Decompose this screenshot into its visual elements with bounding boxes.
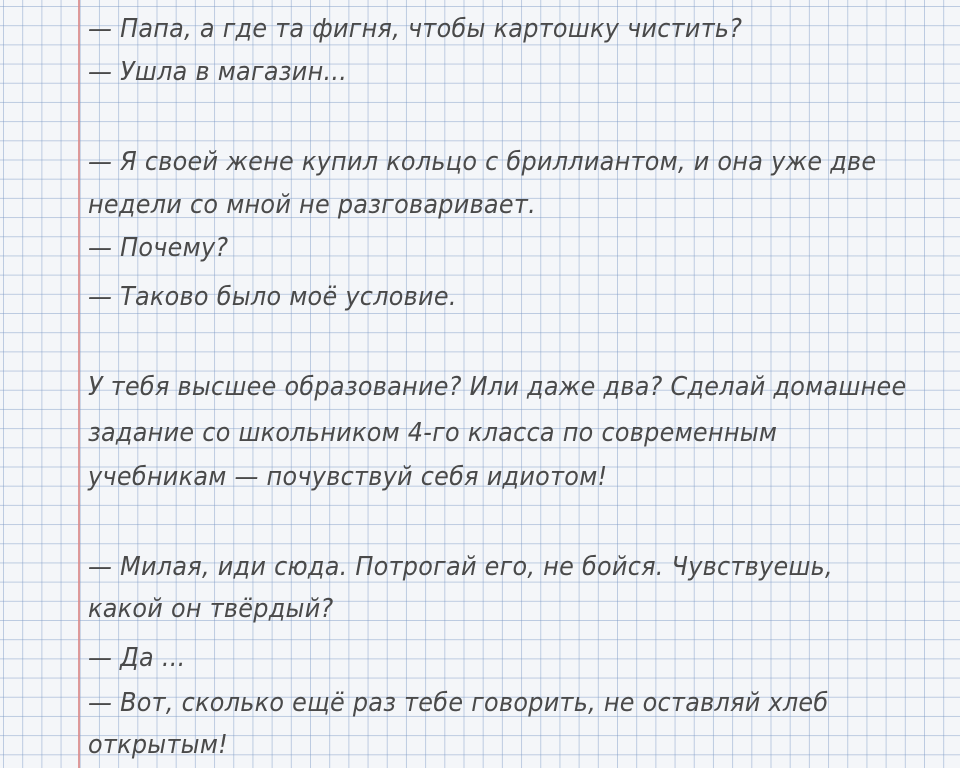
joke-2-line-2: недели со мной не разговаривает. [88, 190, 536, 220]
joke-2-line-4: — Таково было моё условие. [88, 282, 457, 312]
joke-4-line-4: — Вот, сколько ещё раз тебе говорить, не оставляй хлеб [88, 688, 829, 718]
joke-4-line-5: открытым! [88, 730, 229, 760]
joke-3-line-1: У тебя высшее образование? Или даже два? Сделай домашнее [88, 372, 907, 402]
joke-1-line-2: — Ушла в магазин... [88, 57, 348, 87]
joke-4-line-2: какой он твёрдый? [88, 594, 334, 624]
joke-1-line-1: — Папа, а где та фигня, чтобы картошку чистить? [88, 14, 743, 44]
joke-4-line-1: — Милая, иди сюда. Потрогай его, не бойся. Чувствуешь, [88, 552, 833, 582]
joke-3-line-2: задание со школьником 4-го класса по современным [88, 418, 778, 448]
joke-2-line-3: — Почему? [88, 233, 229, 263]
joke-3-line-3: учебникам — почувствуй себя идиотом! [88, 462, 608, 492]
joke-2-line-1: — Я своей жене купил кольцо с бриллиантом, и она уже две [88, 147, 877, 177]
joke-4-line-3: — Да ... [88, 643, 186, 673]
